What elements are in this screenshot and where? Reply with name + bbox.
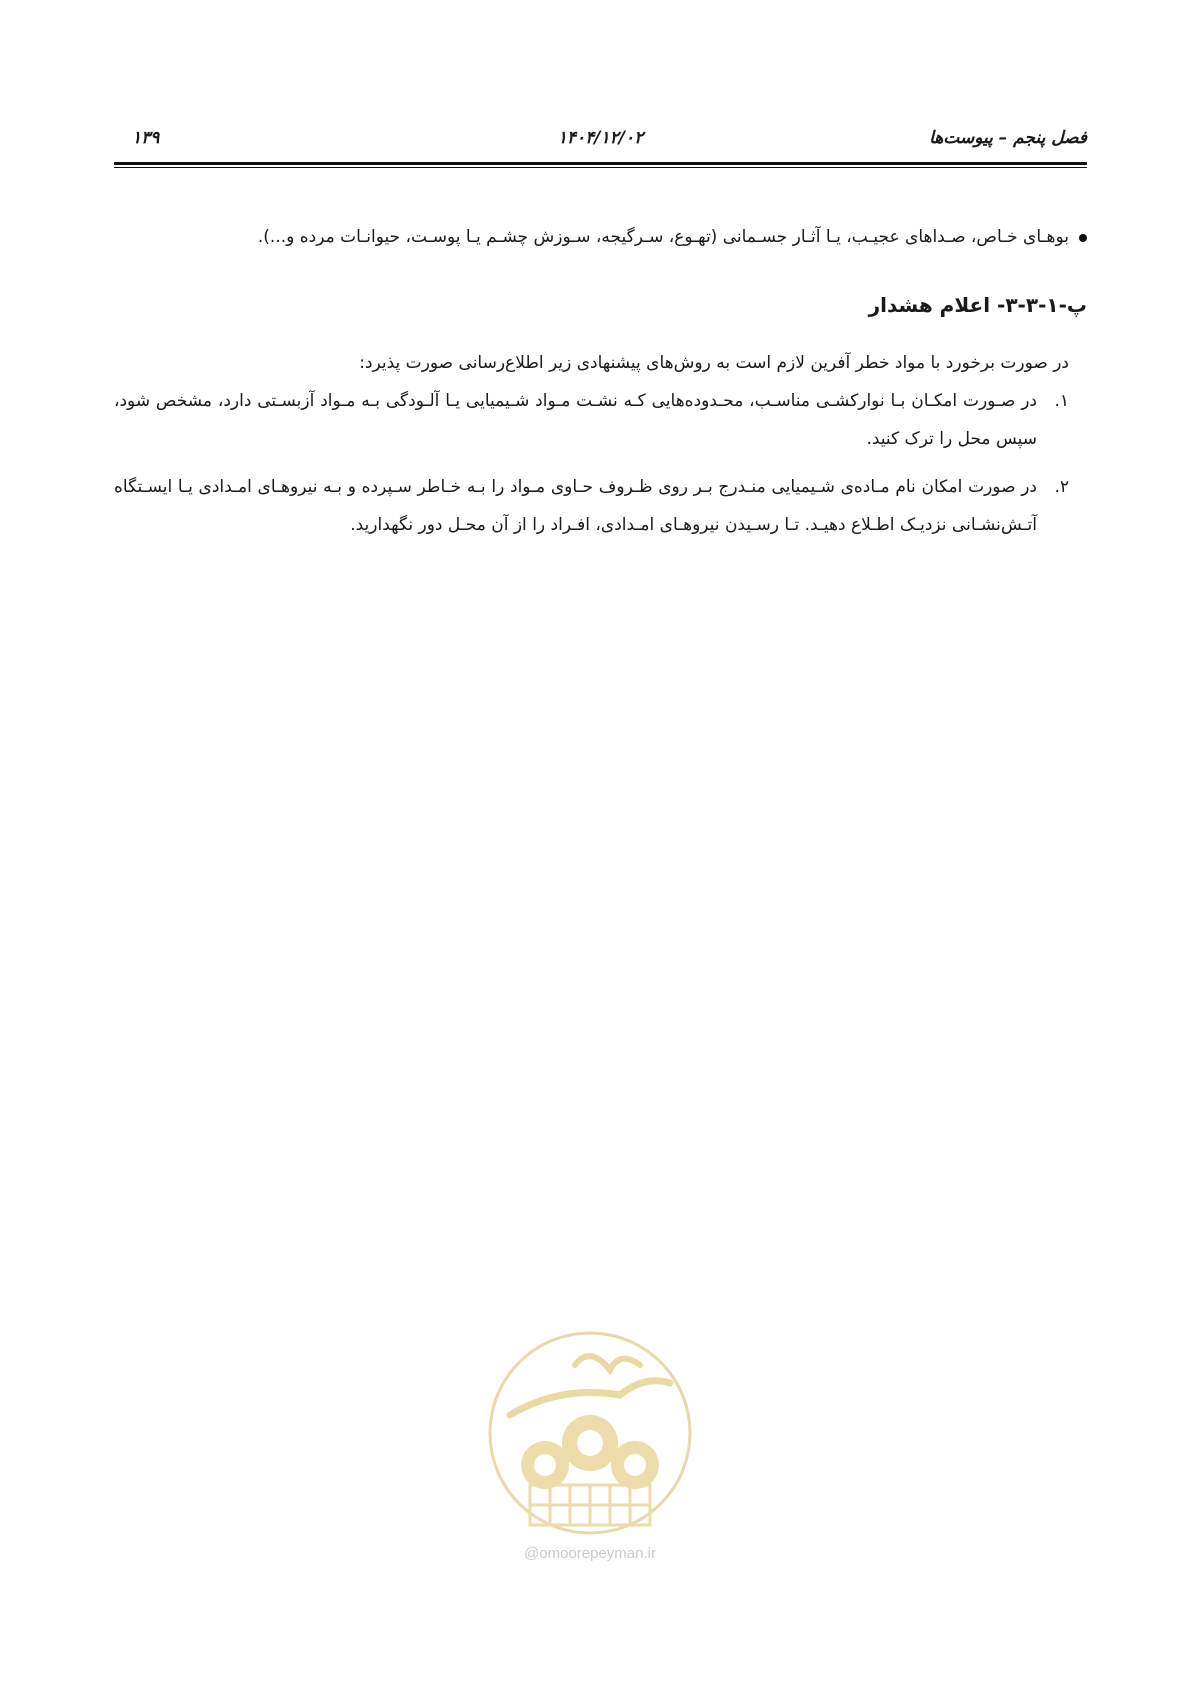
watermark-logo-icon — [470, 1325, 710, 1540]
bullet-item — [114, 218, 1087, 256]
section-intro: در صورت برخورد با مواد خطر آفرین لازم است به روش‌های پیشنهادی زیر اطلاع‌رسانی صورت پذیرد: — [359, 353, 1069, 373]
watermark — [470, 1325, 710, 1585]
steps-list — [114, 382, 1087, 544]
list-number: ۲. — [1054, 477, 1069, 497]
page-number: ۱۳۹ — [132, 128, 160, 148]
section-heading: پ-۱-۳-۳- اعلام هشدار — [868, 293, 1087, 317]
bullet-text: بوهـای خـاص، صـداهای عجیـب، یـا آثـار جسـمانی (تهـوع، سـرگیجه، سـوزش چشـم یـا پوسـت، حیوانـات مرده و...). — [257, 227, 1069, 247]
list-item — [114, 382, 1087, 458]
header-rule-thin — [114, 167, 1087, 168]
header-rule-thick — [114, 162, 1087, 165]
list-item — [114, 468, 1087, 544]
bullet-icon — [1079, 234, 1087, 242]
watermark-site: @omoorepeyman.ir — [524, 1545, 656, 1562]
list-text: در صورت امکان نام مـاده‌ی شـیمیایی منـدرج بـر روی ظـروف حـاوی مـواد را بـه خـاطر سـپرده و بـه نیروهـای امـدادی یـا ایسـتگاه آتـش‌نشـانی نزدیـک اطـلاع دهیـد. تـا رسـیدن نیروهـای امـدادی، افـراد را از آن محـل دور نگهدارید. — [114, 477, 1037, 535]
list-text: در صـورت امکـان بـا نوارکشـی مناسـب، محـدوده‌هایی کـه نشـت مـواد شـیمیایی یـا آلـودگی بـه مـواد آزبسـتی دارد، مشخص شود، سپس محل را ترک کنید. — [114, 391, 1037, 449]
list-number: ۱. — [1054, 391, 1069, 411]
page-header — [114, 128, 1087, 154]
chapter-title: فصل پنجم – پیوست‌ها — [929, 128, 1087, 148]
header-date: ۱۴۰۴/۱۲/۰۲ — [557, 128, 644, 148]
page-content — [114, 218, 1087, 554]
